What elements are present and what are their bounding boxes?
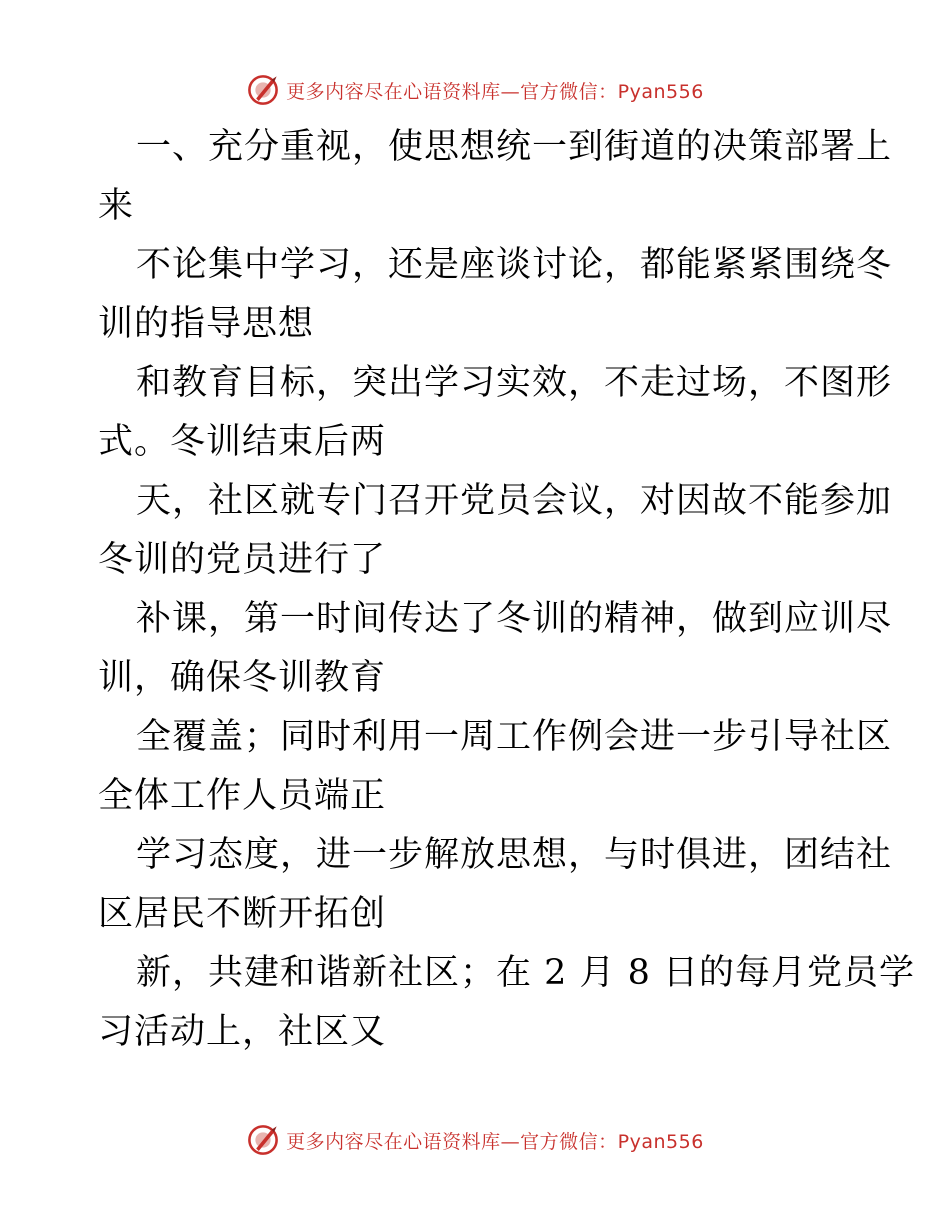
- header-banner-text: 更多内容尽在心语资料库—官方微信：Pyan556: [286, 80, 704, 103]
- paragraph-line: 全覆盖；同时利用一周工作例会进一步引导社区: [136, 717, 893, 757]
- paragraph-line: 新，共建和谐新社区；在 2 月 8 日的每月党员学: [136, 953, 916, 993]
- document-body: [98, 118, 916, 1062]
- paragraph-line: 习活动上，社区又: [98, 1012, 387, 1052]
- paragraph-line: 学习态度，进一步解放思想，与时俱进，团结社: [136, 835, 893, 875]
- quill-pen-circle-logo-icon: [246, 1123, 280, 1157]
- paragraph-line: 和教育目标，突出学习实效，不走过场，不图形: [136, 363, 893, 403]
- paragraph-line: 冬训的党员进行了: [98, 540, 387, 580]
- paragraph-line: 全体工作人员端正: [98, 776, 387, 816]
- paragraph-line: 天，社区就专门召开党员会议，对因故不能参加: [136, 481, 893, 521]
- paragraph-line: 区居民不断开拓创: [98, 894, 387, 934]
- paragraph-line: 训，确保冬训教育: [98, 658, 387, 698]
- paragraph-line: 补课，第一时间传达了冬训的精神，做到应训尽: [136, 599, 893, 639]
- paragraph-line: 来: [98, 186, 135, 226]
- paragraph-line: 不论集中学习，还是座谈讨论，都能紧紧围绕冬: [136, 245, 893, 285]
- paragraph-line: 式。冬训结束后两: [98, 422, 387, 462]
- quill-pen-circle-logo-icon: [246, 73, 280, 107]
- footer-banner-text: 更多内容尽在心语资料库—官方微信：Pyan556: [286, 1130, 704, 1153]
- footer-banner: [0, 1120, 950, 1160]
- header-banner: [0, 70, 950, 110]
- paragraph-line: 一、充分重视，使思想统一到街道的决策部署上: [136, 127, 893, 167]
- paragraph-line: 训的指导思想: [98, 304, 315, 344]
